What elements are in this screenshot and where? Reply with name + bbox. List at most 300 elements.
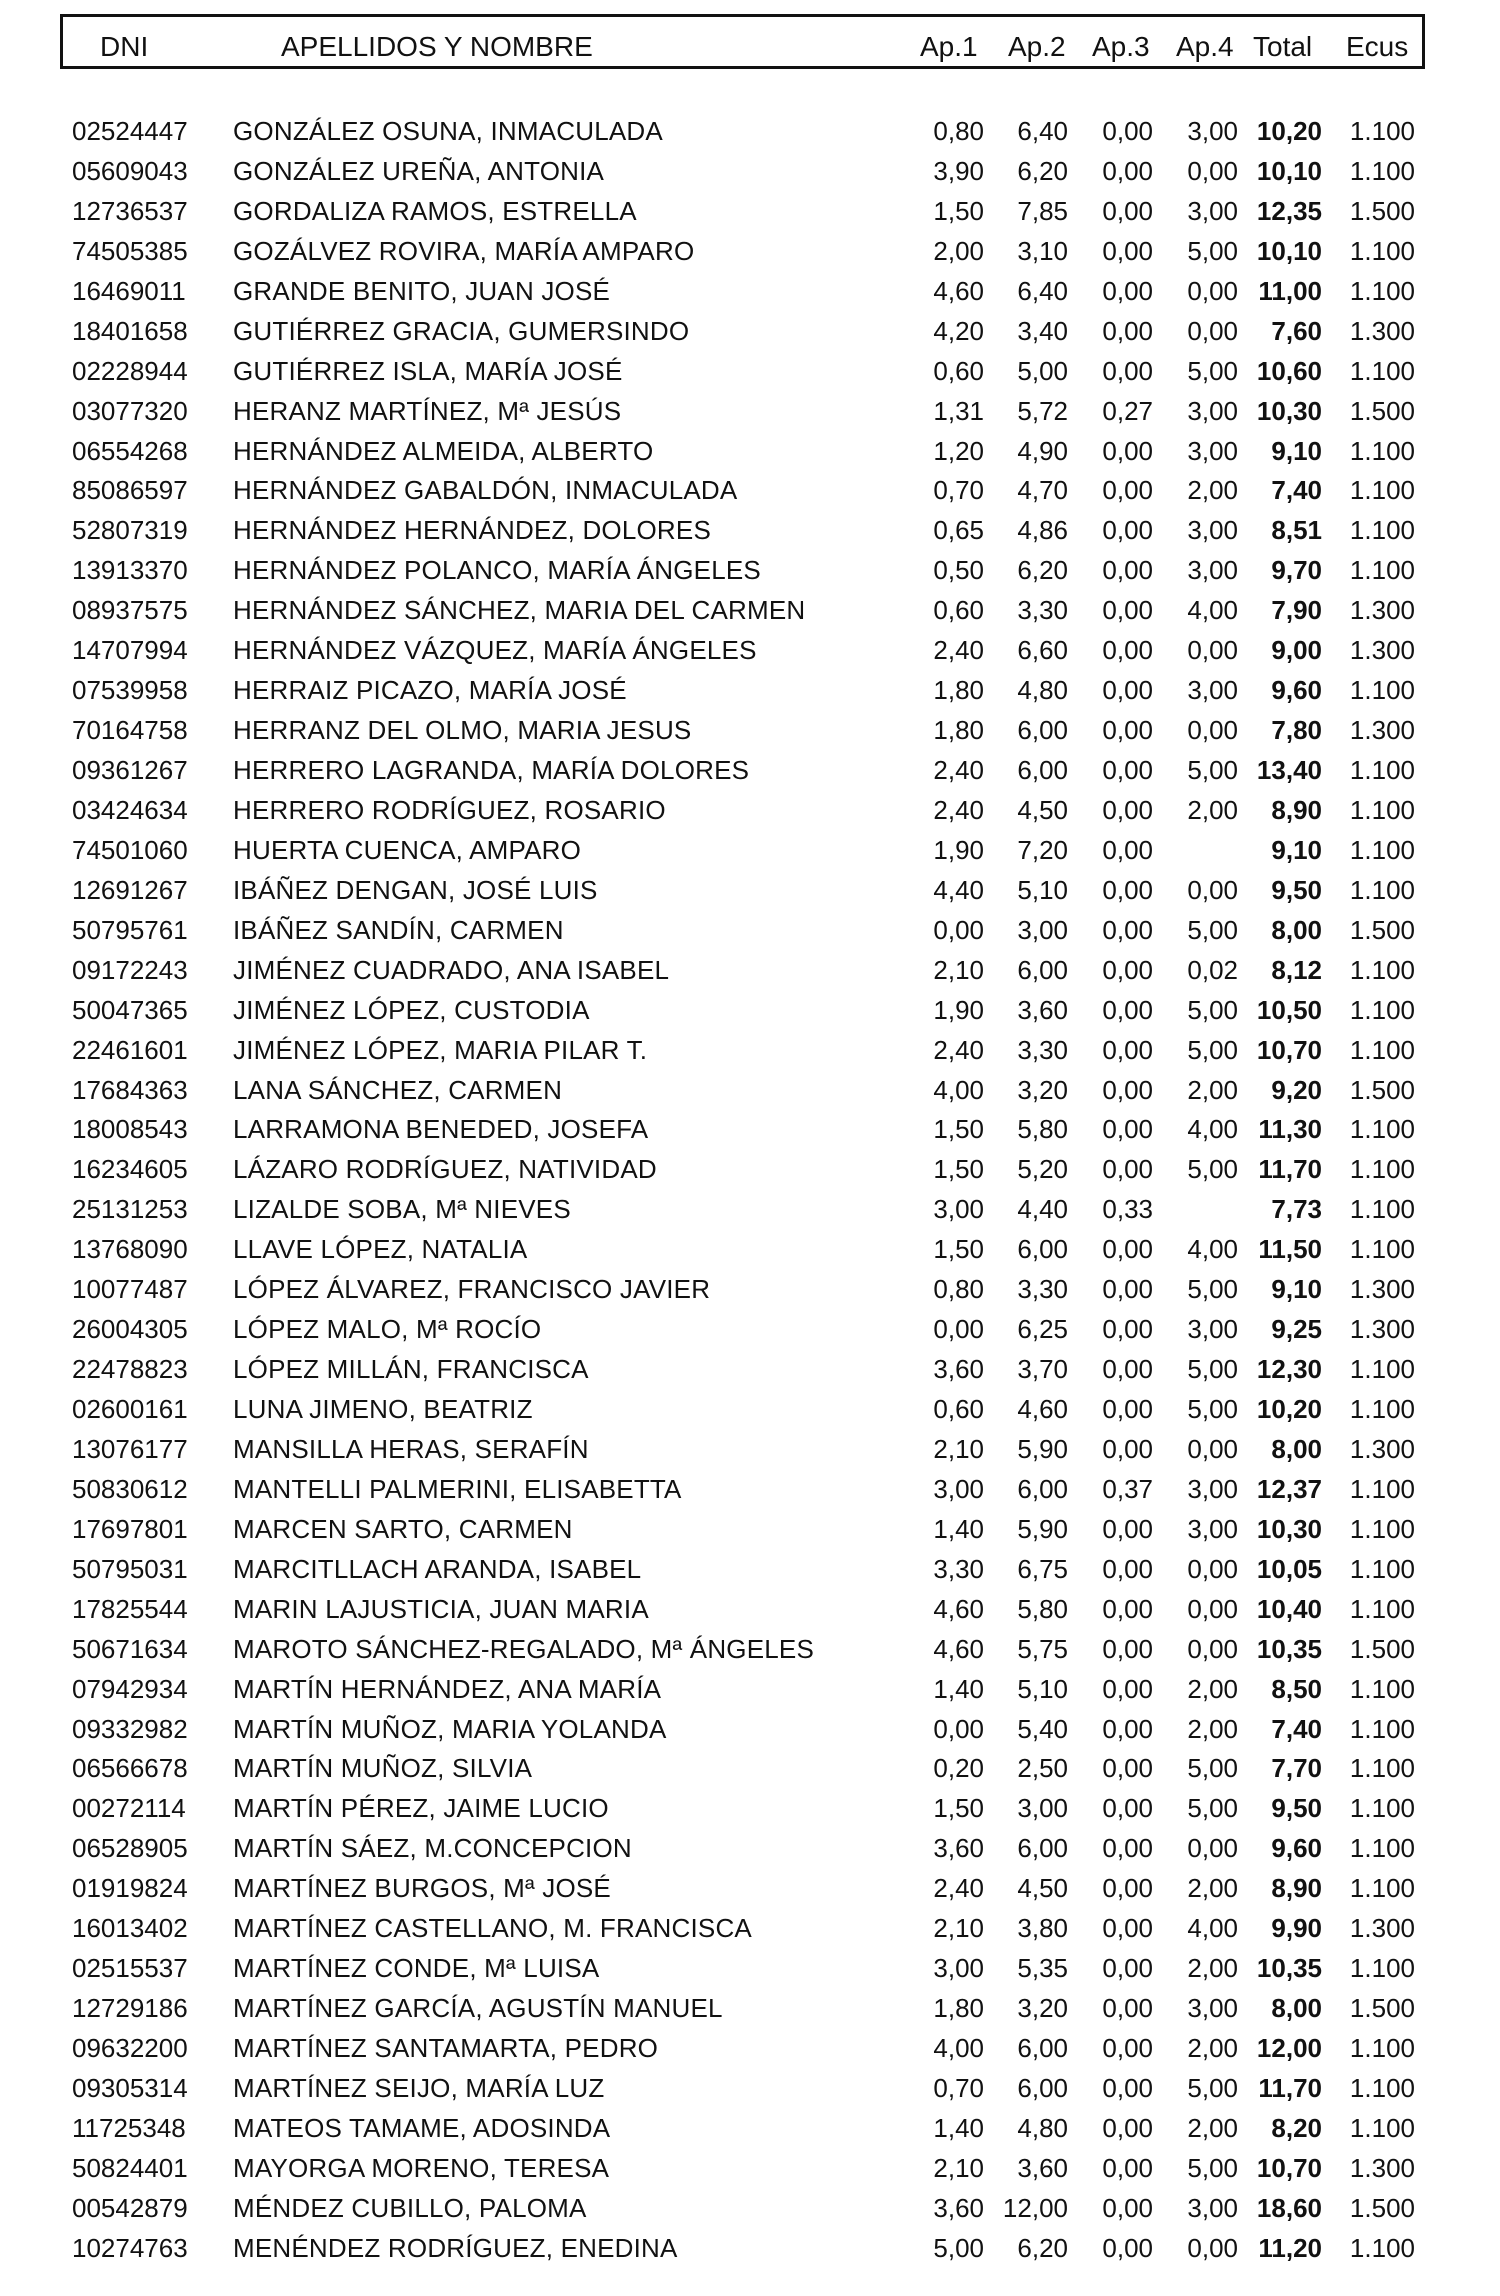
cell-ap1: 5,00 xyxy=(933,2232,984,2263)
cell-total: 11,20 xyxy=(1258,2232,1322,2263)
cell-ap3: 0,00 xyxy=(1102,675,1153,706)
cell-ap2: 5,90 xyxy=(1017,1513,1068,1544)
cell-ap1: 2,40 xyxy=(933,794,984,825)
cell-ap2: 5,80 xyxy=(1017,1593,1068,1624)
table-row xyxy=(0,1830,1500,1870)
cell-ap1: 0,00 xyxy=(933,1314,984,1345)
cell-dni: 22478823 xyxy=(72,1354,188,1385)
cell-ap4: 2,00 xyxy=(1187,1673,1238,1704)
cell-ap1: 1,40 xyxy=(933,1673,984,1704)
cell-ap1: 1,80 xyxy=(933,1993,984,2024)
cell-ap2: 5,10 xyxy=(1017,874,1068,905)
cell-ap1: 2,10 xyxy=(933,954,984,985)
cell-total: 9,10 xyxy=(1271,1274,1322,1305)
cell-ecus: 1.100 xyxy=(1349,1793,1415,1824)
cell-ap4: 2,00 xyxy=(1187,1953,1238,1984)
cell-dni: 70164758 xyxy=(72,715,188,746)
cell-dni: 03077320 xyxy=(72,395,188,426)
cell-ap2: 6,40 xyxy=(1017,116,1068,146)
cell-ap4: 5,00 xyxy=(1187,1034,1238,1065)
cell-ap1: 3,60 xyxy=(933,1354,984,1385)
cell-ap4: 2,00 xyxy=(1187,794,1238,825)
cell-dni: 17825544 xyxy=(72,1593,188,1624)
cell-ap2: 7,20 xyxy=(1017,834,1068,865)
table-row xyxy=(0,1351,1500,1391)
cell-ecus: 1.500 xyxy=(1349,1993,1415,2024)
cell-name: MARCITLLACH ARANDA, ISABEL xyxy=(233,1553,642,1584)
cell-ap4: 0,02 xyxy=(1187,954,1238,985)
cell-total: 10,20 xyxy=(1256,116,1322,146)
header-name: APELLIDOS Y NOMBRE xyxy=(281,31,593,62)
cell-name: MARTÍN MUÑOZ, SILVIA xyxy=(233,1753,533,1784)
table-row xyxy=(0,353,1500,393)
cell-name: HERANZ MARTÍNEZ, Mª JESÚS xyxy=(233,395,622,426)
cell-total: 8,00 xyxy=(1271,1993,1322,2024)
cell-ap1: 2,40 xyxy=(933,1034,984,1065)
cell-ap2: 3,00 xyxy=(1017,914,1068,945)
table-row xyxy=(0,1191,1500,1231)
cell-ecus: 1.100 xyxy=(1349,1154,1415,1185)
cell-dni: 02515537 xyxy=(72,1953,188,1984)
table-row xyxy=(0,433,1500,473)
table-row xyxy=(0,193,1500,233)
cell-ap2: 4,70 xyxy=(1017,475,1068,506)
cell-dni: 50795761 xyxy=(72,914,188,945)
cell-ap1: 4,20 xyxy=(933,315,984,346)
cell-ap4: 0,00 xyxy=(1187,2232,1238,2263)
table-row xyxy=(0,712,1500,752)
cell-dni: 85086597 xyxy=(72,475,188,506)
cell-ap3: 0,00 xyxy=(1102,315,1153,346)
cell-ap3: 0,00 xyxy=(1102,1953,1153,1984)
cell-name: HERRERO LAGRANDA, MARÍA DOLORES xyxy=(233,755,750,785)
cell-name: HUERTA CUENCA, AMPARO xyxy=(233,834,582,865)
cell-ap4: 3,00 xyxy=(1187,395,1238,426)
cell-ap2: 6,00 xyxy=(1017,2033,1068,2063)
cell-ap4: 5,00 xyxy=(1187,1274,1238,1305)
table-row xyxy=(0,153,1500,193)
cell-ap3: 0,00 xyxy=(1102,595,1153,626)
cell-ap3: 0,00 xyxy=(1102,794,1153,825)
cell-ap2: 6,40 xyxy=(1017,275,1068,306)
cell-ap2: 6,20 xyxy=(1017,2232,1068,2263)
cell-name: LÓPEZ MILLÁN, FRANCISCA xyxy=(233,1354,589,1385)
cell-ap1: 2,40 xyxy=(933,755,984,785)
cell-name: MARTÍNEZ CASTELLANO, M. FRANCISCA xyxy=(233,1913,752,1944)
cell-total: 11,30 xyxy=(1258,1114,1322,1145)
cell-ap2: 3,20 xyxy=(1017,1074,1068,1105)
cell-name: GUTIÉRREZ ISLA, MARÍA JOSÉ xyxy=(233,355,623,386)
cell-ap1: 1,50 xyxy=(933,1793,984,1824)
cell-ap2: 6,00 xyxy=(1017,1833,1068,1864)
cell-ap3: 0,00 xyxy=(1102,2072,1153,2103)
cell-ap3: 0,00 xyxy=(1102,994,1153,1025)
cell-dni: 16469011 xyxy=(72,275,186,306)
cell-ap3: 0,00 xyxy=(1102,435,1153,466)
cell-name: LANA SÁNCHEZ, CARMEN xyxy=(233,1074,563,1105)
cell-total: 10,10 xyxy=(1256,155,1322,186)
table-row xyxy=(0,1511,1500,1551)
cell-ap1: 3,00 xyxy=(933,1473,984,1504)
cell-ecus: 1.100 xyxy=(1349,834,1415,865)
cell-ap2: 6,00 xyxy=(1017,715,1068,746)
cell-ap3: 0,00 xyxy=(1102,1394,1153,1424)
cell-name: HERRANZ DEL OLMO, MARIA JESUS xyxy=(233,715,692,746)
cell-dni: 16234605 xyxy=(72,1154,188,1185)
cell-name: JIMÉNEZ LÓPEZ, MARIA PILAR T. xyxy=(233,1034,648,1065)
cell-ap4: 3,00 xyxy=(1187,116,1238,146)
cell-dni: 06566678 xyxy=(72,1753,188,1784)
cell-ap4: 0,00 xyxy=(1187,874,1238,905)
cell-ecus: 1.300 xyxy=(1349,595,1415,626)
cell-dni: 01919824 xyxy=(72,1873,188,1904)
cell-ap3: 0,27 xyxy=(1102,395,1153,426)
cell-ap1: 2,00 xyxy=(933,235,984,266)
cell-name: HERNÁNDEZ GABALDÓN, INMACULADA xyxy=(233,475,738,506)
cell-dni: 50830612 xyxy=(72,1473,188,1504)
cell-name: LÁZARO RODRÍGUEZ, NATIVIDAD xyxy=(233,1154,657,1185)
cell-ap1: 0,00 xyxy=(933,914,984,945)
cell-ap2: 6,00 xyxy=(1017,1234,1068,1265)
cell-ap4: 5,00 xyxy=(1187,235,1238,266)
cell-ap2: 5,90 xyxy=(1017,1433,1068,1464)
table-row xyxy=(0,1711,1500,1751)
cell-total: 8,00 xyxy=(1271,1433,1322,1464)
cell-ap3: 0,00 xyxy=(1102,1833,1153,1864)
cell-dni: 52807319 xyxy=(72,515,188,546)
header-ap1: Ap.1 xyxy=(920,31,978,62)
cell-ap2: 3,30 xyxy=(1017,595,1068,626)
cell-total: 10,70 xyxy=(1256,1034,1322,1065)
cell-name: MARTÍN HERNÁNDEZ, ANA MARÍA xyxy=(233,1673,662,1704)
cell-name: LÓPEZ MALO, Mª ROCÍO xyxy=(233,1314,542,1345)
cell-name: MARTÍNEZ CONDE, Mª LUISA xyxy=(233,1953,600,1984)
cell-total: 13,40 xyxy=(1256,755,1322,785)
cell-name: MARTÍNEZ GARCÍA, AGUSTÍN MANUEL xyxy=(233,1993,723,2024)
cell-dni: 02228944 xyxy=(72,355,188,386)
header-ap4: Ap.4 xyxy=(1176,31,1234,62)
cell-ap3: 0,00 xyxy=(1102,755,1153,785)
cell-ecus: 1.300 xyxy=(1349,1433,1415,1464)
cell-dni: 50671634 xyxy=(72,1633,188,1664)
cell-ap4: 3,00 xyxy=(1187,435,1238,466)
cell-ecus: 1.300 xyxy=(1349,635,1415,666)
cell-ecus: 1.100 xyxy=(1349,874,1415,905)
cell-ap1: 0,50 xyxy=(933,555,984,586)
cell-ap3: 0,00 xyxy=(1102,1993,1153,2024)
cell-ap4: 5,00 xyxy=(1187,1154,1238,1185)
cell-name: MARTÍN MUÑOZ, MARIA YOLANDA xyxy=(233,1713,667,1744)
cell-ecus: 1.100 xyxy=(1349,555,1415,586)
cell-total: 7,80 xyxy=(1271,715,1322,746)
cell-ap3: 0,00 xyxy=(1102,555,1153,586)
table-body xyxy=(0,113,1500,2270)
cell-ap4: 0,00 xyxy=(1187,275,1238,306)
table-row xyxy=(0,2110,1500,2150)
cell-ap1: 1,90 xyxy=(933,834,984,865)
table-row xyxy=(0,1231,1500,1271)
table-row xyxy=(0,672,1500,712)
cell-name: LLAVE LÓPEZ, NATALIA xyxy=(233,1234,528,1265)
cell-ecus: 1.100 xyxy=(1349,1034,1415,1065)
cell-ap4: 3,00 xyxy=(1187,675,1238,706)
cell-ecus: 1.100 xyxy=(1349,1593,1415,1624)
table-row xyxy=(0,233,1500,273)
cell-total: 10,20 xyxy=(1256,1394,1322,1424)
table-row xyxy=(0,1631,1500,1671)
cell-name: GONZÁLEZ OSUNA, INMACULADA xyxy=(233,116,663,146)
cell-ap4: 0,00 xyxy=(1187,315,1238,346)
cell-total: 7,60 xyxy=(1271,315,1322,346)
table-row xyxy=(0,1471,1500,1511)
table-row xyxy=(0,1950,1500,1990)
table-row xyxy=(0,1551,1500,1591)
cell-ecus: 1.100 xyxy=(1349,1953,1415,1984)
cell-dni: 10077487 xyxy=(72,1274,188,1305)
table-row xyxy=(0,1391,1500,1431)
cell-total: 8,90 xyxy=(1271,1873,1322,1904)
cell-ap4: 3,00 xyxy=(1187,555,1238,586)
table-row xyxy=(0,472,1500,512)
cell-ecus: 1.100 xyxy=(1349,1473,1415,1504)
table-row xyxy=(0,1151,1500,1191)
cell-dni: 06554268 xyxy=(72,435,188,466)
cell-dni: 13913370 xyxy=(72,555,188,586)
cell-total: 7,40 xyxy=(1271,1713,1322,1744)
cell-ap3: 0,00 xyxy=(1102,715,1153,746)
table-row xyxy=(0,2070,1500,2110)
table-row xyxy=(0,1870,1500,1910)
cell-ap3: 0,33 xyxy=(1102,1194,1153,1225)
header-ecus: Ecus xyxy=(1346,31,1409,62)
cell-name: MATEOS TAMAME, ADOSINDA xyxy=(233,2112,611,2143)
table-row xyxy=(0,592,1500,632)
cell-name: LARRAMONA BENEDED, JOSEFA xyxy=(233,1114,649,1145)
cell-ecus: 1.500 xyxy=(1349,1074,1415,1105)
cell-total: 9,60 xyxy=(1271,675,1322,706)
cell-ap1: 0,70 xyxy=(933,2072,984,2103)
cell-ecus: 1.100 xyxy=(1349,1194,1415,1225)
cell-total: 9,70 xyxy=(1271,555,1322,586)
cell-total: 10,35 xyxy=(1256,1633,1322,1664)
cell-name: MARTÍN SÁEZ, M.CONCEPCION xyxy=(233,1833,632,1864)
cell-ecus: 1.100 xyxy=(1349,475,1415,506)
cell-ecus: 1.100 xyxy=(1349,1394,1415,1424)
cell-ap2: 3,70 xyxy=(1017,1354,1068,1385)
cell-ap1: 2,10 xyxy=(933,2152,984,2183)
cell-ap4: 5,00 xyxy=(1187,1753,1238,1784)
cell-name: MARIN LAJUSTICIA, JUAN MARIA xyxy=(233,1593,649,1624)
cell-total: 8,00 xyxy=(1271,914,1322,945)
cell-total: 7,73 xyxy=(1271,1194,1322,1225)
cell-dni: 00542879 xyxy=(72,2192,188,2223)
cell-ap3: 0,00 xyxy=(1102,1114,1153,1145)
cell-dni: 05609043 xyxy=(72,155,188,186)
cell-ap3: 0,37 xyxy=(1102,1473,1153,1504)
cell-ap3: 0,00 xyxy=(1102,2192,1153,2223)
cell-ap3: 0,00 xyxy=(1102,235,1153,266)
cell-ecus: 1.100 xyxy=(1349,2112,1415,2143)
cell-dni: 50047365 xyxy=(72,994,188,1025)
cell-ap1: 4,60 xyxy=(933,1593,984,1624)
table-row xyxy=(0,113,1500,153)
cell-ecus: 1.100 xyxy=(1349,1873,1415,1904)
cell-total: 9,10 xyxy=(1271,435,1322,466)
cell-ap1: 4,40 xyxy=(933,874,984,905)
cell-name: MAROTO SÁNCHEZ-REGALADO, Mª ÁNGELES xyxy=(233,1633,815,1664)
cell-ap1: 0,60 xyxy=(933,355,984,386)
cell-total: 7,40 xyxy=(1271,475,1322,506)
cell-ecus: 1.100 xyxy=(1349,1553,1415,1584)
cell-ap2: 4,50 xyxy=(1017,794,1068,825)
cell-dni: 07539958 xyxy=(72,675,188,706)
cell-total: 11,00 xyxy=(1258,275,1322,306)
cell-ap4: 3,00 xyxy=(1187,515,1238,546)
cell-ap4: 3,00 xyxy=(1187,1473,1238,1504)
cell-ecus: 1.100 xyxy=(1349,1833,1415,1864)
table-row xyxy=(0,1790,1500,1830)
cell-name: HERRERO RODRÍGUEZ, ROSARIO xyxy=(233,794,666,825)
cell-dni: 14707994 xyxy=(72,635,188,666)
cell-dni: 50824401 xyxy=(72,2152,188,2183)
cell-ap4: 0,00 xyxy=(1187,155,1238,186)
cell-ap1: 2,40 xyxy=(933,1873,984,1904)
cell-dni: 09172243 xyxy=(72,954,188,985)
cell-ap4: 3,00 xyxy=(1187,1314,1238,1345)
cell-dni: 26004305 xyxy=(72,1314,188,1345)
cell-ap4: 4,00 xyxy=(1187,1114,1238,1145)
header-dni: DNI xyxy=(100,31,149,62)
cell-ecus: 1.100 xyxy=(1349,2033,1415,2063)
cell-ap1: 2,10 xyxy=(933,1433,984,1464)
cell-dni: 13768090 xyxy=(72,1234,188,1265)
cell-ecus: 1.100 xyxy=(1349,1753,1415,1784)
cell-ecus: 1.100 xyxy=(1349,435,1415,466)
cell-ap4: 0,00 xyxy=(1187,1633,1238,1664)
cell-ap4: 4,00 xyxy=(1187,1913,1238,1944)
cell-ap3: 0,00 xyxy=(1102,914,1153,945)
cell-ap2: 3,40 xyxy=(1017,315,1068,346)
cell-ap4: 0,00 xyxy=(1187,635,1238,666)
cell-name: MARCEN SARTO, CARMEN xyxy=(233,1513,573,1544)
cell-ecus: 1.100 xyxy=(1349,116,1415,146)
cell-ap1: 1,80 xyxy=(933,715,984,746)
cell-name: GORDALIZA RAMOS, ESTRELLA xyxy=(233,195,637,226)
cell-ap1: 3,00 xyxy=(933,1953,984,1984)
cell-ap1: 0,60 xyxy=(933,595,984,626)
cell-total: 10,70 xyxy=(1256,2152,1322,2183)
cell-ap2: 3,10 xyxy=(1017,235,1068,266)
cell-ap4: 4,00 xyxy=(1187,1234,1238,1265)
cell-ap4: 2,00 xyxy=(1187,1873,1238,1904)
cell-ap3: 0,00 xyxy=(1102,1513,1153,1544)
cell-ecus: 1.100 xyxy=(1349,355,1415,386)
cell-ap1: 3,60 xyxy=(933,2192,984,2223)
table-row xyxy=(0,1032,1500,1072)
cell-ap2: 5,00 xyxy=(1017,355,1068,386)
cell-name: MARTÍNEZ SEIJO, MARÍA LUZ xyxy=(233,2072,605,2103)
table-header xyxy=(60,14,1425,69)
cell-dni: 25131253 xyxy=(72,1194,188,1225)
cell-total: 10,40 xyxy=(1256,1593,1322,1624)
cell-ap3: 0,00 xyxy=(1102,1793,1153,1824)
cell-ap2: 3,30 xyxy=(1017,1274,1068,1305)
cell-name: LUNA JIMENO, BEATRIZ xyxy=(233,1394,533,1424)
cell-ecus: 1.100 xyxy=(1349,515,1415,546)
cell-ap4: 5,00 xyxy=(1187,1793,1238,1824)
cell-ap3: 0,00 xyxy=(1102,355,1153,386)
cell-ecus: 1.300 xyxy=(1349,1913,1415,1944)
cell-ap2: 4,90 xyxy=(1017,435,1068,466)
cell-ap2: 5,80 xyxy=(1017,1114,1068,1145)
cell-ap2: 4,40 xyxy=(1017,1194,1068,1225)
table-row xyxy=(0,1750,1500,1790)
table-row xyxy=(0,992,1500,1032)
cell-name: HERNÁNDEZ SÁNCHEZ, MARIA DEL CARMEN xyxy=(233,595,806,626)
cell-ap1: 0,80 xyxy=(933,1274,984,1305)
cell-ecus: 1.500 xyxy=(1349,395,1415,426)
cell-ap2: 6,20 xyxy=(1017,555,1068,586)
cell-ap1: 4,00 xyxy=(933,2033,984,2063)
cell-ap1: 1,31 xyxy=(933,395,984,426)
cell-name: LÓPEZ ÁLVAREZ, FRANCISCO JAVIER xyxy=(233,1274,711,1305)
cell-ap2: 6,25 xyxy=(1017,1314,1068,1345)
cell-ecus: 1.300 xyxy=(1349,715,1415,746)
cell-total: 12,30 xyxy=(1256,1354,1322,1385)
cell-total: 8,20 xyxy=(1271,2112,1322,2143)
cell-ap2: 7,85 xyxy=(1017,195,1068,226)
cell-ecus: 1.100 xyxy=(1349,755,1415,785)
cell-ap1: 3,30 xyxy=(933,1553,984,1584)
cell-total: 9,50 xyxy=(1271,1793,1322,1824)
cell-ap4: 4,00 xyxy=(1187,595,1238,626)
table-row xyxy=(0,2190,1500,2230)
cell-name: GONZÁLEZ UREÑA, ANTONIA xyxy=(233,155,605,186)
cell-ap4: 5,00 xyxy=(1187,755,1238,785)
header-ap3: Ap.3 xyxy=(1092,31,1150,62)
table-row xyxy=(0,792,1500,832)
cell-ap2: 3,30 xyxy=(1017,1034,1068,1065)
cell-total: 11,70 xyxy=(1258,1154,1322,1185)
table-row xyxy=(0,273,1500,313)
cell-ap1: 2,10 xyxy=(933,1913,984,1944)
table-row xyxy=(0,832,1500,872)
cell-ap3: 0,00 xyxy=(1102,1913,1153,1944)
cell-ap1: 3,90 xyxy=(933,155,984,186)
table-row xyxy=(0,2150,1500,2190)
cell-total: 9,50 xyxy=(1271,874,1322,905)
table-row xyxy=(0,552,1500,592)
cell-dni: 12691267 xyxy=(72,874,188,905)
cell-ecus: 1.300 xyxy=(1349,2152,1415,2183)
cell-ecus: 1.100 xyxy=(1349,2072,1415,2103)
cell-dni: 02524447 xyxy=(72,116,188,146)
cell-ap4: 0,00 xyxy=(1187,1433,1238,1464)
cell-ap4: 5,00 xyxy=(1187,2152,1238,2183)
cell-name: HERNÁNDEZ HERNÁNDEZ, DOLORES xyxy=(233,515,711,546)
cell-dni: 09332982 xyxy=(72,1713,188,1744)
cell-ap1: 4,00 xyxy=(933,1074,984,1105)
cell-ap3: 0,00 xyxy=(1102,275,1153,306)
cell-ap2: 4,50 xyxy=(1017,1873,1068,1904)
cell-total: 10,35 xyxy=(1256,1953,1322,1984)
cell-ap2: 2,50 xyxy=(1017,1753,1068,1784)
cell-ap1: 1,80 xyxy=(933,675,984,706)
cell-name: MENÉNDEZ RODRÍGUEZ, ENEDINA xyxy=(233,2232,678,2263)
cell-ecus: 1.500 xyxy=(1349,914,1415,945)
cell-ecus: 1.100 xyxy=(1349,235,1415,266)
table-row xyxy=(0,1431,1500,1471)
